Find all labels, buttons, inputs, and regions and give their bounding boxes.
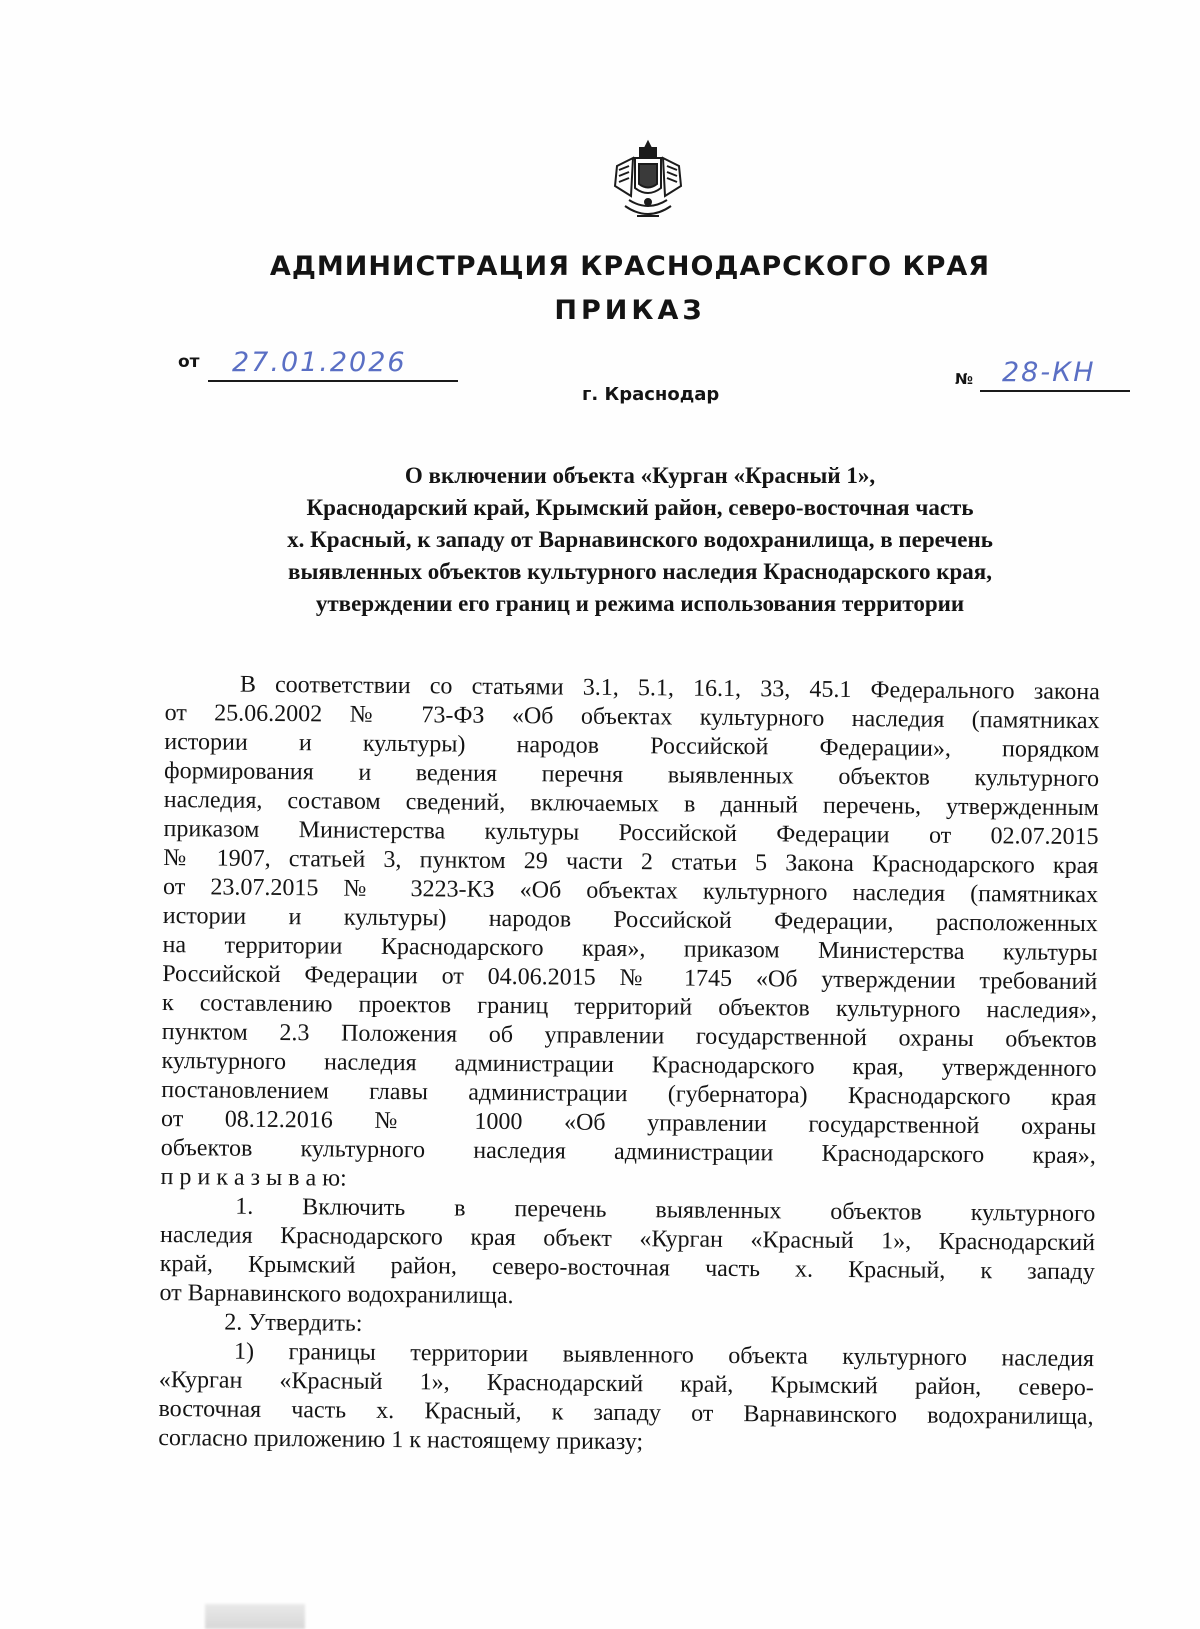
- body-line: истории и культуры) народов Российской Федерации», порядком: [164, 728, 1100, 764]
- body-line: приказом Министерства культуры Российской Федерации от 02.07.2015: [163, 815, 1099, 851]
- number-handwritten: 28-КН: [1002, 357, 1096, 388]
- body-line: к составлению проектов границ территорий объектов культурного наследия»,: [161, 989, 1098, 1025]
- subject-line: О включении объекта «Курган «Красный 1»,: [404, 463, 876, 488]
- number-prefix: №: [955, 370, 974, 388]
- subject-line: утверждении его границ и режима использования территории: [315, 591, 965, 616]
- organization-name: АДМИНИСТРАЦИЯ КРАСНОДАРСКОГО КРАЯ: [269, 251, 991, 282]
- body-line: Российской Федерации от 04.06.2015 № 1745 «Об утверждении требований: [162, 960, 1098, 996]
- subject-line: Краснодарский край, Крымский район, северо-восточная часть: [306, 495, 974, 520]
- date-prefix: от: [178, 352, 200, 372]
- body-line: от 08.12.2016 № 1000 «Об управлении государственной охраны: [160, 1105, 1097, 1141]
- body-line: постановлением главы администрации (губернатора) Краснодарского края: [161, 1076, 1097, 1112]
- document-type: ПРИКАЗ: [554, 295, 706, 326]
- date-handwritten: 27.01.2026: [232, 347, 407, 378]
- coat-of-arms-icon: [609, 136, 687, 228]
- body-line: наследия, составом сведений, включаемых в данный перечень, утвержденным: [163, 786, 1099, 822]
- body-line: формирования и ведения перечня выявленных объектов культурного: [164, 757, 1100, 793]
- body-line: № 1907, статьей 3, пунктом 29 части 2 статьи 5 Закона Краснодарского края: [163, 844, 1099, 880]
- body-line: наследия Краснодарского края объект «Курган «Красный 1», Краснодарский: [159, 1221, 1096, 1257]
- body-line: от 23.07.2015 № 3223-КЗ «Об объектах культурного наследия (памятниках: [162, 873, 1099, 909]
- body-line: 1) границы территории выявленного объекта культурного наследия: [233, 1338, 1095, 1373]
- body-line: от 25.06.2002 № 73-ФЗ «Об объектах культурного наследия (памятниках: [164, 699, 1100, 735]
- body-line: культурного наследия администрации Краснодарского края, утвержденного: [161, 1047, 1097, 1083]
- document-subject: [190, 460, 1090, 620]
- body-line: В соответствии со статьями 3.1, 5.1, 16.1, 33, 45.1 Федерального закона: [239, 671, 1100, 706]
- body-line: 1. Включить в перечень выявленных объектов культурного: [235, 1193, 1096, 1228]
- body-line: от Варнавинского водохранилища.: [159, 1279, 514, 1310]
- body-line-order-word: п р и к а з ы в а ю:: [160, 1163, 347, 1192]
- subject-line: х. Красный, к западу от Варнавинского водохранилища, в перечень: [287, 527, 993, 552]
- body-line: 2. Утвердить:: [224, 1309, 363, 1337]
- body-line: согласно приложению 1 к настоящему приказу;: [158, 1424, 644, 1456]
- subject-line: выявленных объектов культурного наследия Краснодарского края,: [288, 559, 992, 584]
- body-line: пунктом 2.3 Положения об управлении государственной охраны объектов: [161, 1018, 1097, 1054]
- body-line: истории и культуры) народов Российской Федерации, расположенных: [162, 902, 1098, 938]
- date-field: [208, 347, 458, 382]
- document-body: [158, 670, 1100, 1461]
- body-line: на территории Краснодарского края», приказом Министерства культуры: [162, 931, 1098, 967]
- body-line: объектов культурного наследия администрации Краснодарского края»,: [160, 1134, 1096, 1170]
- body-line: край, Крымский район, северо-восточная часть х. Красный, к западу: [159, 1250, 1095, 1286]
- city: г. Краснодар: [582, 384, 720, 405]
- scan-smudge: [205, 1604, 305, 1629]
- body-line: восточная часть х. Красный, к западу от Варнавинского водохранилища,: [158, 1395, 1094, 1431]
- number-field: [980, 357, 1130, 392]
- body-line: «Курган «Красный 1», Краснодарский край, Крымский район, северо-: [158, 1366, 1094, 1402]
